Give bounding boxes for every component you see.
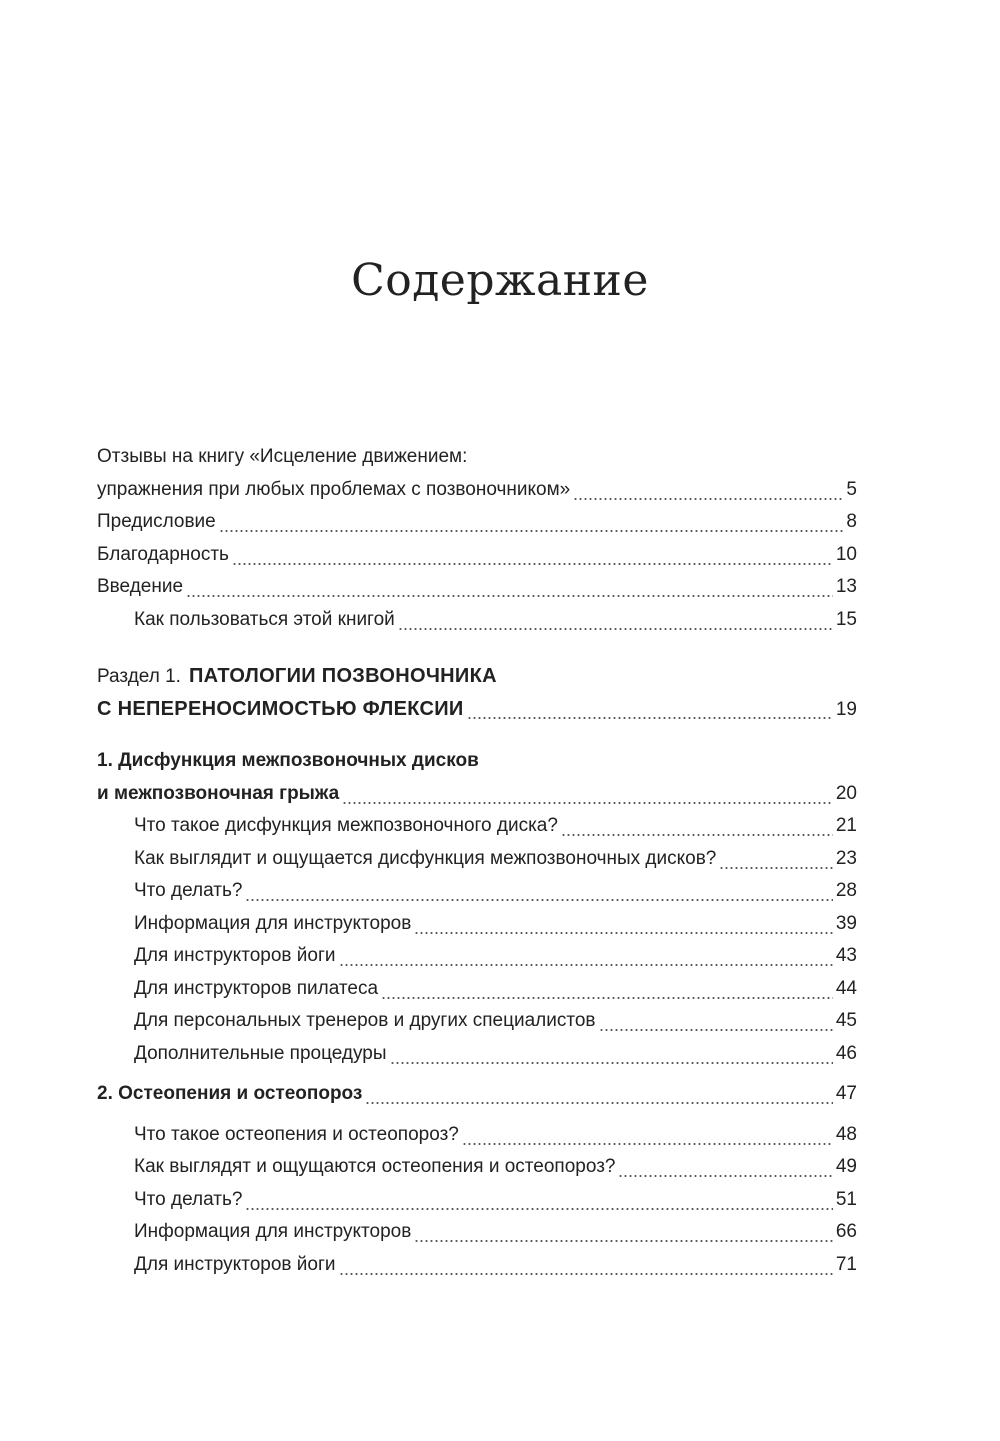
toc-entry-foreword[interactable] <box>97 506 857 539</box>
dot-leader <box>414 1216 833 1249</box>
toc-page-number: 45 <box>835 1010 857 1031</box>
toc-chapter-1-line1[interactable] <box>97 745 857 778</box>
toc-page-number: 48 <box>835 1123 857 1145</box>
toc-entry-text: Отзывы на книгу «Исцеление движением: <box>97 446 468 467</box>
toc-entry-text: Дополнительные процедуры <box>134 1042 387 1064</box>
dot-leader <box>467 693 833 726</box>
toc-entry-text: Для инструкторов пилатеса <box>134 977 379 999</box>
dot-leader <box>245 875 832 908</box>
toc-entry-text: Предисловие <box>97 511 216 532</box>
table-of-contents <box>97 441 857 1281</box>
spacer <box>97 636 857 660</box>
toc-entry-text: Как пользоваться этой книгой <box>134 608 395 630</box>
toc-item[interactable] <box>97 1119 857 1152</box>
toc-page-number: 5 <box>846 478 857 500</box>
dot-leader <box>561 810 833 843</box>
toc-item[interactable] <box>97 1216 857 1249</box>
section-prefix: Раздел 1. <box>97 666 181 687</box>
chapter-title: и межпозвоночная грыжа <box>97 782 340 804</box>
toc-entry-text: Что такое остеопения и остеопороз? <box>134 1123 459 1145</box>
toc-entry-text: Что делать? <box>134 880 243 901</box>
toc-entry-text: Для инструкторов йоги <box>134 945 336 966</box>
dot-leader <box>365 1078 832 1111</box>
page-title: Содержание <box>351 255 649 306</box>
dot-leader <box>390 1038 833 1071</box>
toc-entry-text: Что делать? <box>134 1188 243 1210</box>
toc-entry-reviews-line1[interactable] <box>97 441 857 474</box>
dot-leader <box>381 973 833 1006</box>
spacer <box>97 725 857 745</box>
dot-leader <box>398 604 833 637</box>
dot-leader <box>599 1005 833 1038</box>
toc-page-number: 49 <box>835 1156 857 1177</box>
toc-chapter-1-line2[interactable] <box>97 778 857 811</box>
dot-leader <box>618 1151 832 1184</box>
toc-item[interactable] <box>97 1184 857 1217</box>
toc-page-number: 8 <box>846 511 857 532</box>
toc-page-number: 46 <box>835 1042 857 1064</box>
toc-page-number: 44 <box>835 977 857 999</box>
toc-item[interactable] <box>97 810 857 843</box>
toc-entry-introduction[interactable] <box>97 571 857 604</box>
toc-page-number: 15 <box>835 608 857 630</box>
toc-page-number: 28 <box>835 880 857 901</box>
toc-entry-text: Информация для инструкторов <box>134 912 412 934</box>
toc-item[interactable] <box>97 1249 857 1282</box>
toc-section-1-line1[interactable] <box>97 660 857 693</box>
toc-entry-text: упражнения при любых проблемах с позвоночником» <box>97 478 571 500</box>
dot-leader <box>573 474 843 507</box>
dot-leader <box>719 843 832 876</box>
toc-page-number: 39 <box>835 912 857 934</box>
toc-entry-how-to-use[interactable] <box>97 604 857 637</box>
toc-entry-text: Для инструкторов йоги <box>134 1253 336 1275</box>
dot-leader <box>414 908 833 941</box>
toc-entry-text: Благодарность <box>97 543 229 565</box>
toc-item[interactable] <box>97 973 857 1006</box>
toc-entry-text: Как выглядит и ощущается дисфункция межпозвоночных дисков? <box>134 847 717 869</box>
toc-section-1-line2[interactable] <box>97 693 857 726</box>
toc-entry-text: Информация для инструкторов <box>134 1221 412 1242</box>
toc-chapter-2[interactable] <box>97 1078 857 1111</box>
toc-page-number: 51 <box>835 1188 857 1210</box>
toc-item[interactable] <box>97 908 857 941</box>
toc-item[interactable] <box>97 940 857 973</box>
toc-entry-reviews-line2[interactable] <box>97 474 857 507</box>
dot-leader <box>339 1249 833 1282</box>
toc-page-number: 43 <box>835 945 857 966</box>
toc-page-number: 66 <box>835 1221 857 1242</box>
toc-item[interactable] <box>97 843 857 876</box>
dot-leader <box>186 571 833 604</box>
toc-page-number: 71 <box>835 1253 857 1275</box>
toc-page-number: 20 <box>835 782 857 804</box>
section-title: С НЕПЕРЕНОСИМОСТЬЮ ФЛЕКСИИ <box>97 697 464 720</box>
toc-page-number: 23 <box>835 847 857 869</box>
chapter-title: 2. Остеопения и остеопороз <box>97 1083 363 1104</box>
toc-entry-text: Для персональных тренеров и других специалистов <box>134 1010 596 1031</box>
toc-page-number: 19 <box>835 698 857 720</box>
chapter-title: 1. Дисфункция межпозвоночных дисков <box>97 750 479 771</box>
toc-item[interactable] <box>97 1038 857 1071</box>
toc-item[interactable] <box>97 875 857 908</box>
toc-page-number: 13 <box>835 576 857 597</box>
section-title: ПАТОЛОГИИ ПОЗВОНОЧНИКА <box>188 665 497 687</box>
dot-leader <box>342 778 833 811</box>
dot-leader <box>245 1184 832 1217</box>
spacer <box>97 1111 857 1119</box>
spacer <box>97 1070 857 1078</box>
toc-page-number: 47 <box>835 1083 857 1104</box>
toc-page-number: 10 <box>835 543 857 565</box>
dot-leader <box>219 506 844 539</box>
toc-entry-text: Введение <box>97 576 184 597</box>
toc-entry-text: Как выглядят и ощущаются остеопения и остеопороз? <box>134 1156 616 1177</box>
toc-item[interactable] <box>97 1005 857 1038</box>
toc-entry-acknowledgements[interactable] <box>97 539 857 572</box>
dot-leader <box>462 1119 833 1152</box>
toc-entry-text: Что такое дисфункция межпозвоночного диска? <box>134 815 558 836</box>
dot-leader <box>339 940 833 973</box>
toc-item[interactable] <box>97 1151 857 1184</box>
dot-leader <box>232 539 833 572</box>
toc-page-number: 21 <box>835 815 857 836</box>
